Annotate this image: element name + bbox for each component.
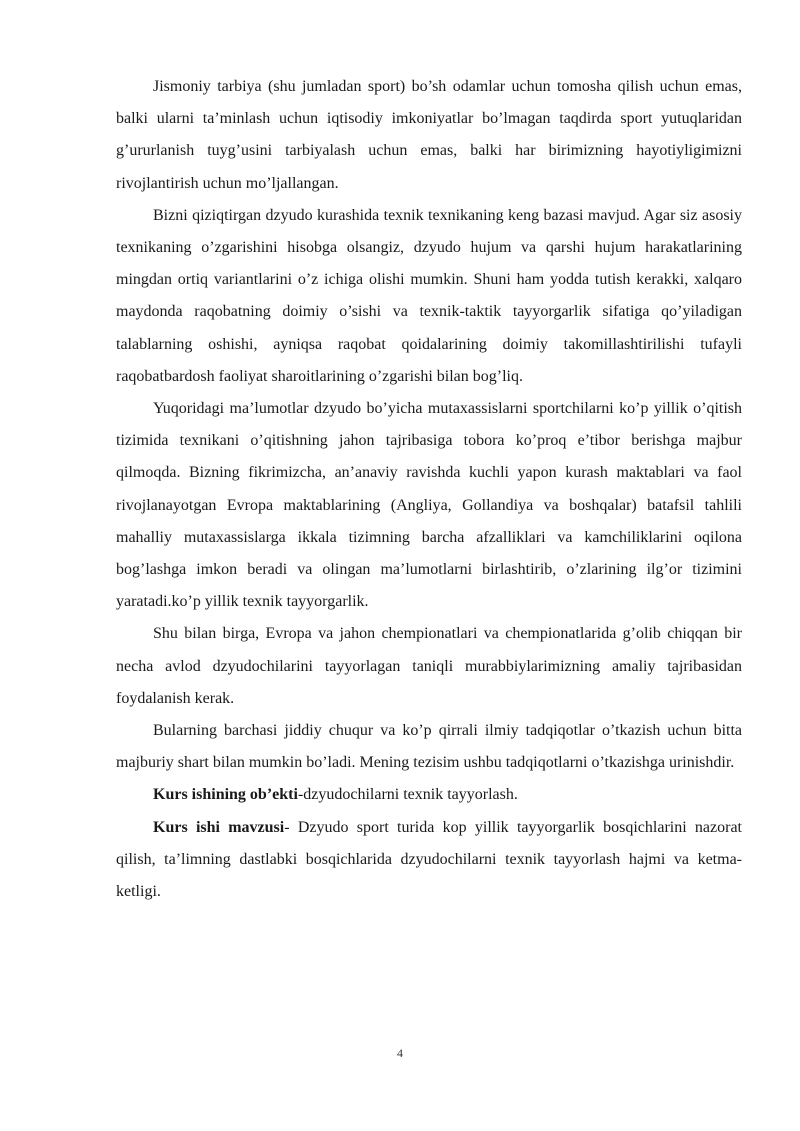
paragraph-course-subject <box>116 812 742 909</box>
page-number: 4 <box>397 1046 403 1060</box>
course-object-text: -dzyudochilarni texnik tayyorlash. <box>297 786 518 804</box>
paragraph-coaches-experience: Shu bilan birga, Evropa va jahon chempionatlari va chempionatlarida g’olib chiqqan bir necha avlod dzyudochilarini tayyorlagan taniqli murabbiylarimizning amaliy tajribasidan foydalanish kerak. <box>116 625 742 707</box>
course-object-label: Kurs ishining ob’ekti <box>153 786 298 804</box>
document-body <box>116 71 742 908</box>
paragraph-judo-technique: Bizni qiziqtirgan dzyudo kurashida texnik texnikaning keng bazasi mavjud. Agar siz asosiy texnikaning o’zgarishini hisobga olsangiz, dzyudo hujum va qarshi hujum harakatlarining mingdan ortiq variantlarini o’z ichiga olishi mumkin. Shuni ham yodda tutish kerakki, xalqaro maydonda raqobatning doimiy o’sishi va texnik-taktik tayyorgarlik sifatiga qo’yiladigan talablarning oshishi, ayniqsa raqobat qoidalarining doimiy takomillashtirilishi tufayli raqobatbardosh faoliyat sharoitlarining o’zgarishi bilan bog’liq. <box>116 206 742 385</box>
course-subject-label: Kurs ishi mavzusi <box>153 818 285 836</box>
course-subject-text: - Dzyudo sport turida kop yillik tayyorgarlik bosqichlarini nazorat qilish, ta’limning dastlabki bosqichlarida dzyudochilarni texnik tayyorlash hajmi va ketma-ketligi. <box>116 818 743 901</box>
paragraph-research-thesis: Bularning barchasi jiddiy chuqur va ko’p qirrali ilmiy tadqiqotlar o’tkazish uchun bitta majburiy shart bilan mumkin bo’ladi. Mening tezisim ushbu tadqiqotlarni o’tkazishga urinishdir. <box>116 722 742 772</box>
paragraph-physical-education: Jismoniy tarbiya (shu jumladan sport) bo’sh odamlar uchun tomosha qilish uchun emas, balki ularni ta’minlash uchun iqtisodiy imkoniyatlar bo’lmagan taqdirda sport yutuqlaridan g’ururlanish tuyg’usini tarbiyalash uchun emas, balki har birimizning hayotiyligimizni rivojlantirish uchun mo’ljallangan. <box>116 78 742 192</box>
paragraph-world-experience: Yuqoridagi ma’lumotlar dzyudo bo’yicha mutaxassislarni sportchilarni ko’p yillik o’qitish tizimida texnikani o’qitishning jahon tajribasiga tobora ko’proq e’tibor berishga majbur qilmoqda. Bizning fikrimizcha, an’anaviy ravishda kuchli yapon kurash maktablari va faol rivojlanayotgan Evropa maktablarining (Angliya, Gollandiya va boshqalar) batafsil tahlili mahalliy mutaxassislarga ikkala tizimning barcha afzalliklari va kamchiliklarini oqilona bog’lashga imkon beradi va olingan ma’lumotlarni birlashtirib, o’zlarining ilg’or tizimini yaratadi.ko’p yillik texnik tayyorgarlik. <box>116 400 742 611</box>
paragraph-course-object <box>116 779 742 811</box>
